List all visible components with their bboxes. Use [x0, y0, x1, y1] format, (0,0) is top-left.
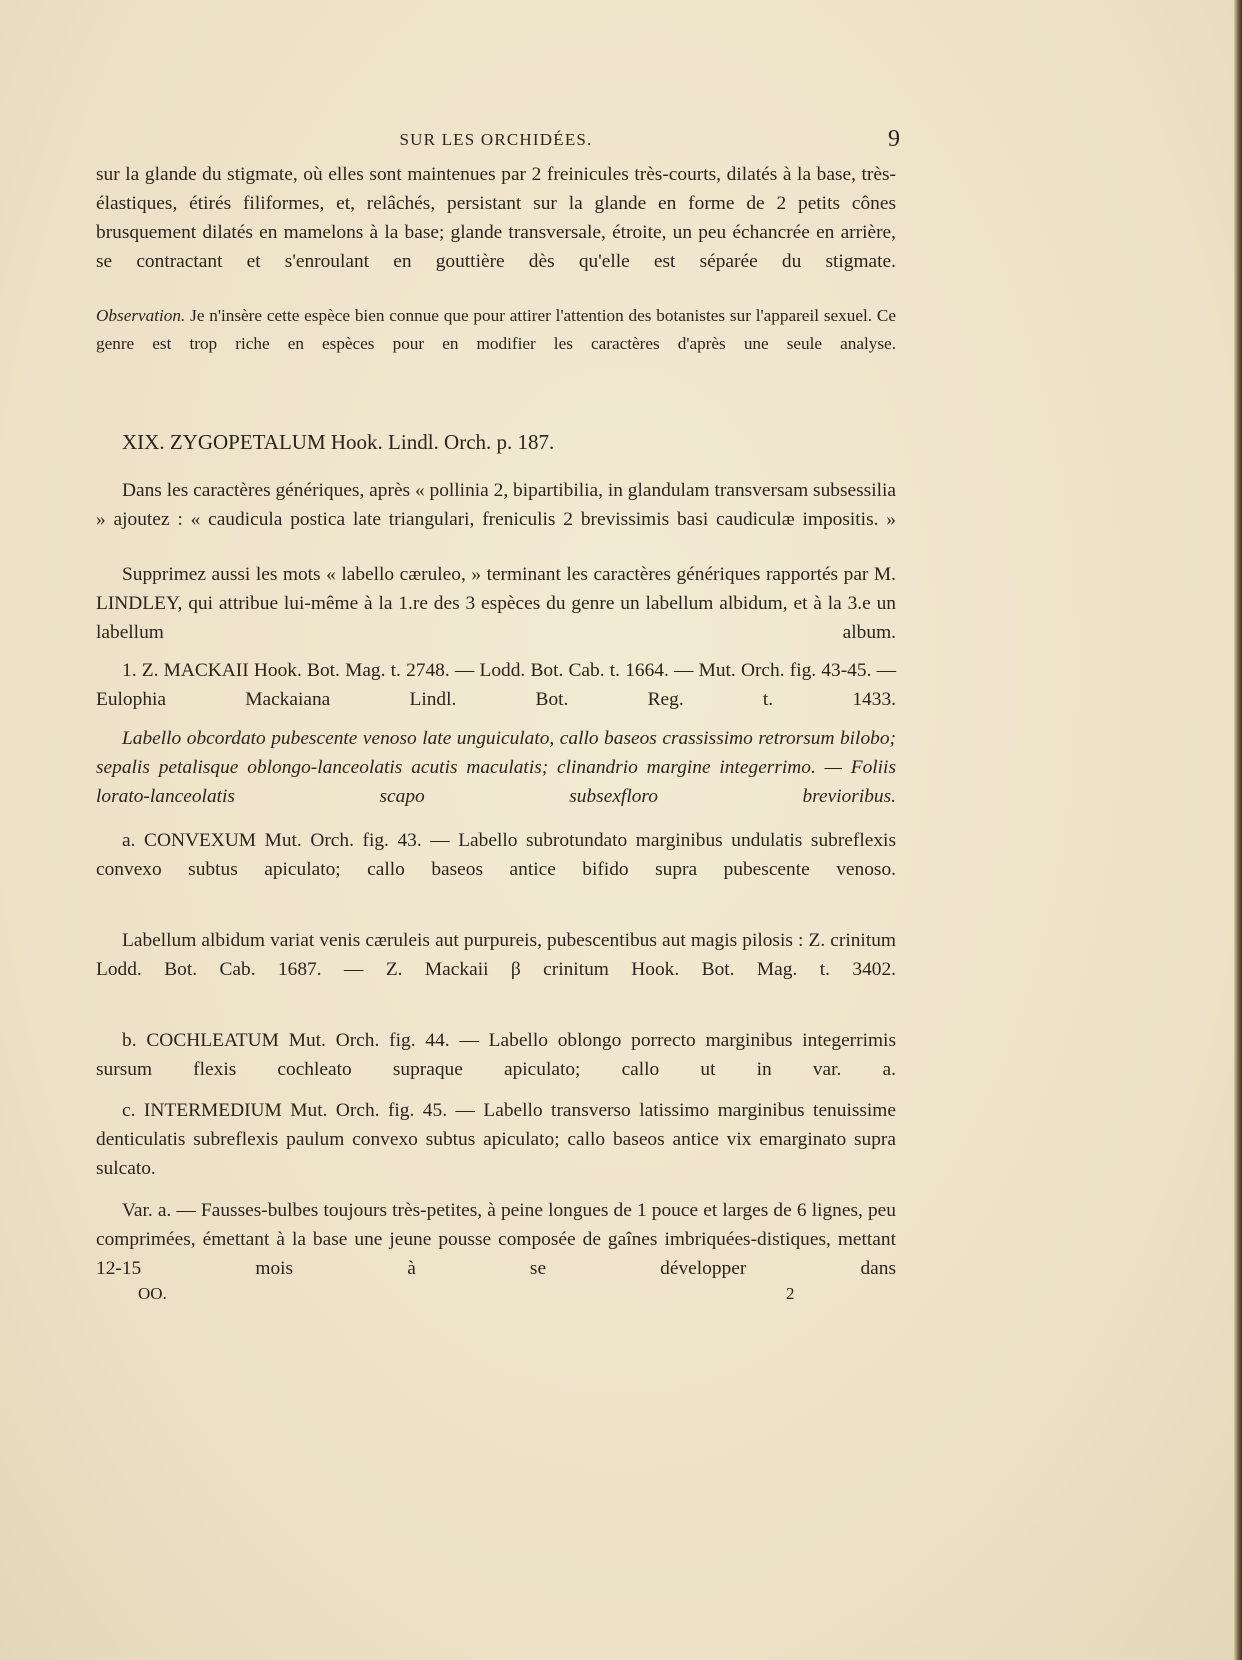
signature-mark: OO.: [138, 1284, 167, 1303]
paragraph-text: Dans les caractères génériques, après « pollinia 2, bipartibilia, in glandulam transversam subsessilia » ajoutez : « caudicula postica late triangulari, freniculis 2 brevissimis basi caudiculæ impositis. »: [96, 480, 896, 530]
genus-heading-text: XIX. ZYGOPETALUM Hook. Lindl. Orch. p. 187.: [122, 430, 555, 454]
variety-intermedium: [96, 1096, 896, 1183]
running-header: [96, 126, 900, 156]
paragraph-pollinia-description: [96, 160, 896, 276]
page-number: 9: [888, 126, 900, 152]
genus-heading: [122, 428, 896, 457]
variety-text: c. INTERMEDIUM Mut. Orch. fig. 45. — Labello transverso latissimo marginibus tenuissime denticulatis subreflexis paulum convexo subtus apiculato; callo baseos antice vix emarginato supra sulcato.: [96, 1100, 896, 1179]
diagnosis-text: Labello obcordato pubescente venoso late unguiculato, callo baseos crassissimo retrorsum bilobo; sepalis petalisque oblongo-lanceolatis acutis maculatis; clinandrio margine integerrimo. — Foliis lorato-lanceolatis scapo subsexfloro brevioribus.: [96, 728, 896, 807]
paragraph-observation: [96, 302, 896, 358]
paragraph-text: sur la glande du stigmate, où elles sont maintenues par 2 freinicules très-courts, dilatés à la base, très-élastiques, étirés filiformes, et, relâchés, persistant sur la glande en forme de 2 petits cônes brusquement dilatés en mamelons à la base; glande transversale, étroite, un peu échancrée en arrière, se contractant et s'enroulant en gouttière dès qu'elle est séparée du stigmate.: [96, 164, 896, 272]
paragraph-generic-characters: [96, 476, 896, 534]
variety-text: b. COCHLEATUM Mut. Orch. fig. 44. — Labello oblongo porrecto marginibus integerrimis sursum flexis cochleato supraque apiculato; callo ut in var. a.: [96, 1030, 896, 1080]
species-entry-mackaii: [96, 656, 896, 714]
paragraph-text: Labellum albidum variat venis cæruleis aut purpureis, pubescentibus aut magis pilosis : Z. crinitum Lodd. Bot. Cab. 1687. — Z. Mackaii β crinitum Hook. Bot. Mag. t. 3402.: [96, 930, 896, 980]
species-diagnosis: [96, 724, 896, 811]
variety-cochleatum: [96, 1026, 896, 1084]
variety-text: a. CONVEXUM Mut. Orch. fig. 43. — Labello subrotundato marginibus undulatis subreflexis convexo subtus apiculato; callo baseos antice bifido supra pubescente venoso.: [96, 830, 896, 880]
sheet-number: 2: [786, 1284, 795, 1303]
species-citation: 1. Z. MACKAII Hook. Bot. Mag. t. 2748. — Lodd. Bot. Cab. t. 1664. — Mut. Orch. fig. 43-45. — Eulophia Mackaiana Lindl. Bot. Reg. t. 1433.: [96, 660, 896, 710]
running-title: SUR LES ORCHIDÉES.: [399, 130, 593, 149]
paragraph-text: Var. a. — Fausses-bulbes toujours très-petites, à peine longues de 1 pouce et larges de 6 lignes, peu comprimées, émettant à la base une jeune pousse composée de gaînes imbriquées-distiques, mettant 12-15 mois à se développer dans: [96, 1200, 896, 1279]
paragraph-pseudobulbs: [96, 1196, 896, 1283]
observation-label: Observation.: [96, 306, 186, 325]
paragraph-text: Supprimez aussi les mots « labello cæruleo, » terminant les caractères génériques rapportés par M. LINDLEY, qui attribue lui-même à la 1.re des 3 espèces du genre un labellum albidum, et à la 3.e un labellum album.: [96, 564, 896, 643]
paragraph-labellum-variation: [96, 926, 896, 984]
variety-convexum: [96, 826, 896, 884]
paragraph-text: Je n'insère cette espèce bien connue que pour attirer l'attention des botanistes sur l'appareil sexuel. Ce genre est trop riche en espèces pour en modifier les caractères d'après une seule analyse.: [96, 306, 896, 353]
page-edge: [1234, 0, 1242, 1660]
paragraph-suppression: [96, 560, 896, 647]
